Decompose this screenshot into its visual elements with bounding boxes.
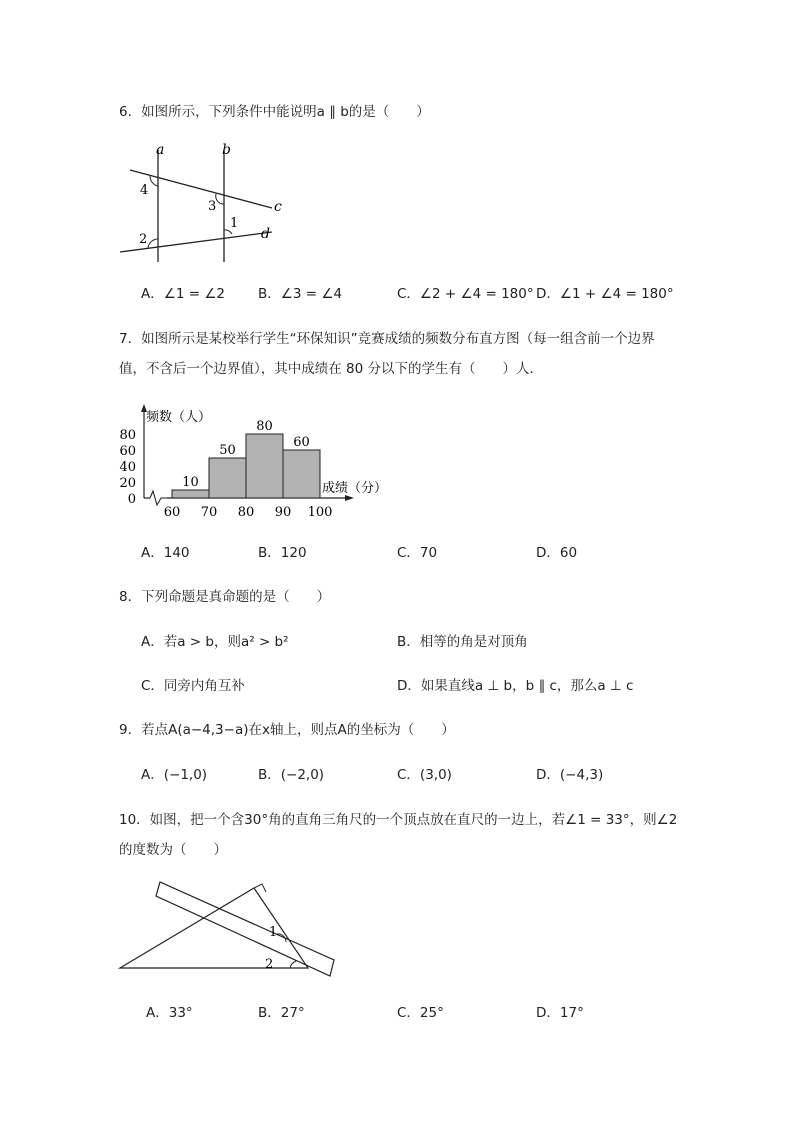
q7-option-a[interactable]: A．140: [141, 545, 190, 561]
axis-break: [150, 491, 167, 505]
y-tick-label: 80: [119, 428, 136, 443]
q7-option-b[interactable]: B．120: [258, 545, 307, 561]
q8-option-b[interactable]: B．相等的角是对顶角: [397, 634, 528, 650]
histogram-bar: [283, 450, 320, 498]
bar-data-label: 10: [182, 475, 199, 490]
q9-stem: 9．若点A(a−4,3−a)在x轴上，则点A的坐标为（ ）: [119, 722, 455, 738]
histogram-bar: [172, 490, 209, 498]
q9-option-c[interactable]: C．(3,0): [397, 767, 452, 783]
x-tick-label: 90: [274, 505, 292, 520]
label-angle-2: 2: [139, 232, 148, 247]
y-tick-label: 40: [119, 460, 136, 475]
triangle-ruler: [120, 888, 308, 968]
label-d: d: [261, 226, 270, 242]
q7-option-d[interactable]: D．60: [536, 545, 578, 561]
x-tick-label: 80: [237, 505, 255, 520]
q6-option-d[interactable]: D．∠1 + ∠4 = 180°: [536, 286, 674, 302]
straightedge: [156, 882, 334, 976]
q10-option-a[interactable]: A．33°: [146, 1005, 193, 1021]
label-b: b: [222, 142, 231, 158]
label-c: c: [274, 199, 282, 215]
histogram-bar: [246, 434, 283, 498]
x-tick-label: 100: [307, 505, 333, 520]
y-tick-label: 60: [119, 444, 136, 459]
label-angle-3: 3: [208, 199, 217, 214]
q6-stem: 6．如图所示，下列条件中能说明a ∥ b的是（ ）: [119, 104, 430, 120]
label-angle-1: 1: [269, 925, 278, 940]
q7-stem-line1: 7．如图所示是某校举行学生“环保知识”竞赛成绩的频数分布直方图（每一组含前一个边界: [119, 331, 655, 347]
q7-histogram: [112, 402, 402, 524]
y-axis-title: 频数（人）: [146, 410, 212, 425]
label-a: a: [156, 142, 165, 158]
q10-option-b[interactable]: B．27°: [258, 1005, 305, 1021]
q7-option-c[interactable]: C．70: [397, 545, 438, 561]
q9-option-d[interactable]: D．(−4,3): [536, 767, 604, 783]
x-tick-label: 70: [200, 505, 218, 520]
q6-option-a[interactable]: A．∠1 = ∠2: [141, 286, 226, 302]
q6-option-c[interactable]: C．∠2 + ∠4 = 180°: [397, 286, 534, 302]
q8-option-a[interactable]: A．若a > b，则a² > b²: [141, 634, 289, 650]
bar-data-label: 60: [293, 435, 310, 450]
bar-data-label: 50: [219, 443, 236, 458]
q6-figure: [112, 138, 292, 268]
q7-stem-line2: 值，不含后一个边界值），其中成绩在 80 分以下的学生有（ ）人．: [119, 361, 544, 377]
q8-option-d[interactable]: D．如果直线a ⊥ b，b ∥ c，那么a ⊥ c: [397, 678, 634, 694]
q6-option-b[interactable]: B．∠3 = ∠4: [258, 286, 343, 302]
q10-stem-line2: 的度数为（ ）: [119, 842, 227, 858]
q10-figure: [112, 878, 344, 982]
q10-option-d[interactable]: D．17°: [536, 1005, 584, 1021]
y-tick-label: 0: [127, 492, 136, 507]
label-angle-2: 2: [265, 957, 274, 972]
bar-data-label: 80: [256, 419, 273, 434]
q8-stem: 8．下列命题是真命题的是（ ）: [119, 589, 331, 605]
q8-option-c[interactable]: C．同旁内角互补: [141, 678, 245, 694]
x-axis-title: 成绩（分）: [322, 481, 388, 496]
angle-2-arc: [290, 961, 296, 968]
q9-option-a[interactable]: A．(−1,0): [141, 767, 208, 783]
q10-stem-line1: 10．如图，把一个含30°角的直角三角尺的一个顶点放在直尺的一边上，若∠1 = 33°，则∠2: [119, 812, 678, 828]
label-angle-4: 4: [140, 183, 149, 198]
label-angle-1: 1: [230, 216, 239, 231]
q10-option-c[interactable]: C．25°: [397, 1005, 444, 1021]
x-tick-label: 60: [163, 505, 181, 520]
q9-option-b[interactable]: B．(−2,0): [258, 767, 325, 783]
y-tick-label: 20: [119, 476, 136, 491]
line-c: [130, 170, 272, 208]
histogram-bar: [209, 458, 246, 498]
angle-3-arc: [216, 194, 224, 204]
